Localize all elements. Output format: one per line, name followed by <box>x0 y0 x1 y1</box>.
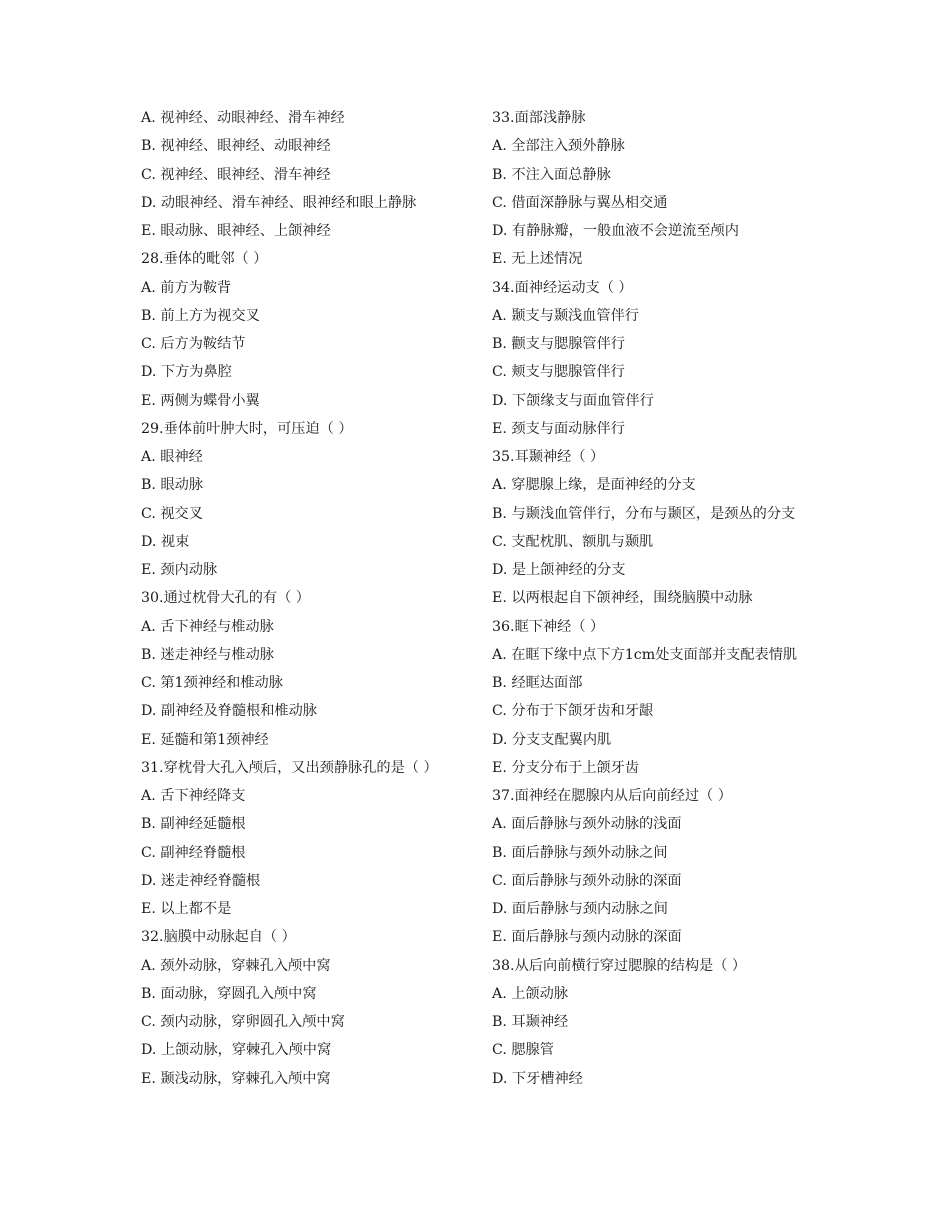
option-c: C. 后方为鞍结节 <box>141 336 246 352</box>
option-a: A. 颈外动脉，穿棘孔入颅中窝 <box>141 957 331 974</box>
option-b: B. 颧支与腮腺管伴行 <box>492 336 625 352</box>
option-a: A. 颞支与颞浅血管伴行 <box>492 307 639 324</box>
option-b: B. 经眶达面部 <box>492 675 583 691</box>
left-column <box>141 108 476 1097</box>
option-e: E. 眼动脉、眼神经、上颌神经 <box>141 223 331 239</box>
option-e: E. 以两根起自下颌神经，围绕脑膜中动脉 <box>492 590 753 607</box>
option-d: D. 下方为鼻腔 <box>141 364 232 381</box>
option-b: B. 迷走神经与椎动脉 <box>141 646 274 663</box>
option-a: A. 上颌动脉 <box>492 985 569 1002</box>
option-a: A. 在眶下缘中点下方1cm处支面部并支配表情肌 <box>492 646 798 663</box>
option-b: B. 面后静脉与颈外动脉之间 <box>492 844 668 861</box>
question-34: 34.面神经运动支（ ） <box>492 279 633 296</box>
option-d: D. 面后静脉与颈内动脉之间 <box>492 901 668 917</box>
question-29: 29.垂体前叶肿大时，可压迫（ ） <box>141 420 353 437</box>
option-d: D. 下牙槽神经 <box>492 1070 583 1087</box>
option-c: C. 第1颈神经和椎动脉 <box>141 675 283 691</box>
option-d: D. 动眼神经、滑车神经、眼神经和眼上静脉 <box>141 194 417 211</box>
option-a: A. 面后静脉与颈外动脉的浅面 <box>492 816 682 833</box>
question-37: 37.面神经在腮腺内从后向前经过（ ） <box>492 788 732 804</box>
option-a: A. 前方为鞍背 <box>141 279 232 296</box>
question-33: 33.面部浅静脉 <box>492 110 586 126</box>
option-c: C. 颈内动脉，穿卵圆孔入颅中窝 <box>141 1014 345 1030</box>
option-c: C. 颊支与腮腺管伴行 <box>492 364 625 381</box>
option-c: C. 支配枕肌、额肌与颞肌 <box>492 533 654 550</box>
option-e: E. 面后静脉与颈内动脉的深面 <box>492 929 682 946</box>
option-c: C. 面后静脉与颈外动脉的深面 <box>492 872 682 889</box>
option-c: C. 分布于下颌牙齿和牙龈 <box>492 703 654 720</box>
question-38: 38.从后向前横行穿过腮腺的结构是（ ） <box>492 957 747 974</box>
option-a: A. 舌下神经与椎动脉 <box>141 618 274 635</box>
option-a: A. 全部注入颈外静脉 <box>492 138 625 155</box>
option-d: D. 是上颌神经的分支 <box>492 562 626 578</box>
option-b: B. 视神经、眼神经、动眼神经 <box>141 138 331 155</box>
option-d: D. 视束 <box>141 533 190 550</box>
question-35: 35.耳颞神经（ ） <box>492 449 605 465</box>
option-e: E. 以上都不是 <box>141 901 232 917</box>
option-e: E. 分支分布于上颌牙齿 <box>492 759 640 776</box>
option-d: D. 上颌动脉，穿棘孔入颅中窝 <box>141 1042 332 1059</box>
question-31: 31.穿枕骨大孔入颅后，又出颈静脉孔的是（ ） <box>141 759 438 776</box>
option-e: E. 无上述情况 <box>492 251 583 268</box>
option-b: B. 前上方为视交叉 <box>141 307 260 324</box>
option-d: D. 迷走神经脊髓根 <box>141 872 261 889</box>
option-e: E. 颞浅动脉，穿棘孔入颅中窝 <box>141 1070 331 1087</box>
option-a: A. 舌下神经降支 <box>141 788 246 804</box>
option-a: A. 视神经、动眼神经、滑车神经 <box>141 110 345 126</box>
question-30: 30.通过枕骨大孔的有（ ） <box>141 590 310 607</box>
option-e: E. 颈支与面动脉伴行 <box>492 420 625 437</box>
option-e: E. 颈内动脉 <box>141 562 218 578</box>
question-32: 32.脑膜中动脉起自（ ） <box>141 929 296 946</box>
option-e: E. 两侧为蝶骨小翼 <box>141 392 260 409</box>
question-28: 28.垂体的毗邻（ ） <box>141 251 268 268</box>
option-a: A. 穿腮腺上缘，是面神经的分支 <box>492 477 696 494</box>
option-c: C. 腮腺管 <box>492 1042 554 1059</box>
option-b: B. 耳颞神经 <box>492 1014 569 1030</box>
option-c: C. 视神经、眼神经、滑车神经 <box>141 166 331 183</box>
option-b: B. 不注入面总静脉 <box>492 166 611 183</box>
option-c: C. 副神经脊髓根 <box>141 844 246 861</box>
option-c: C. 视交叉 <box>141 505 203 522</box>
option-d: D. 有静脉瓣，一般血液不会逆流至颅内 <box>492 223 739 239</box>
option-d: D. 下颌缘支与面血管伴行 <box>492 392 654 409</box>
option-c: C. 借面深静脉与翼丛相交通 <box>492 194 668 211</box>
right-column <box>492 108 822 1097</box>
option-d: D. 副神经及脊髓根和椎动脉 <box>141 703 317 720</box>
option-b: B. 眼动脉 <box>141 477 204 494</box>
option-a: A. 眼神经 <box>141 449 203 465</box>
option-b: B. 副神经延髓根 <box>141 816 246 833</box>
option-e: E. 延髓和第1颈神经 <box>141 731 269 748</box>
option-d: D. 分支支配翼内肌 <box>492 731 612 748</box>
question-36: 36.眶下神经（ ） <box>492 618 605 635</box>
option-b: B. 面动脉，穿圆孔入颅中窝 <box>141 985 317 1002</box>
option-b: B. 与颞浅血管伴行，分布与颞区，是颈丛的分支 <box>492 505 796 522</box>
